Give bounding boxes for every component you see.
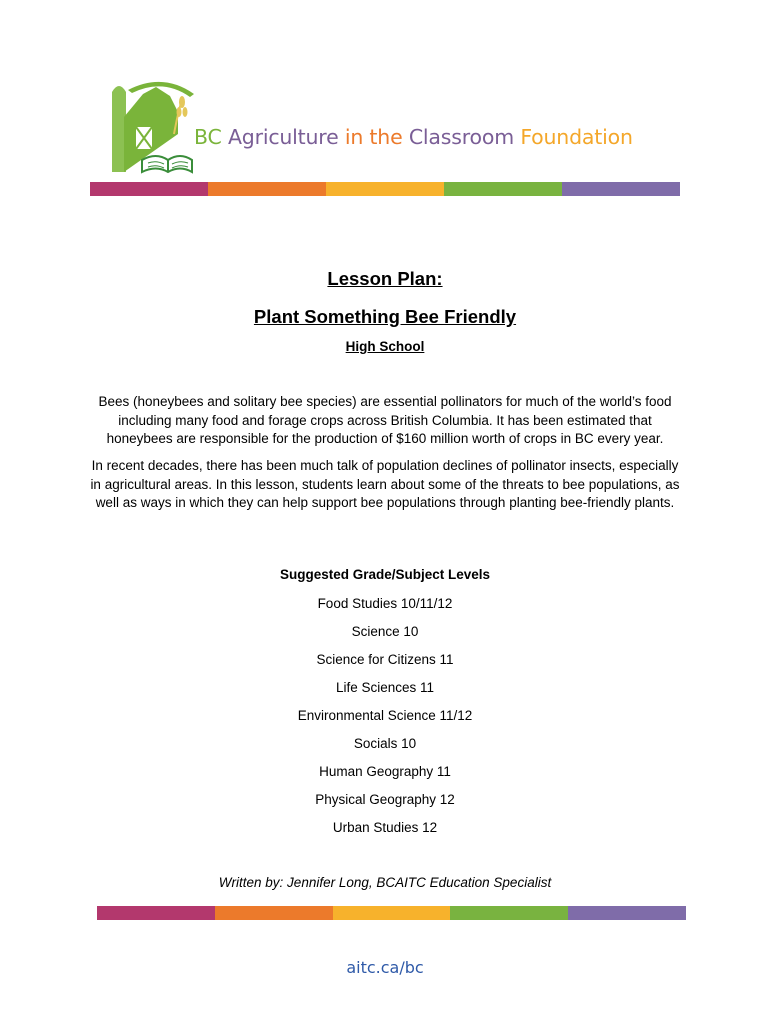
color-bar-segment [326,182,444,196]
foundation-logo [108,72,633,177]
title-line-2: Plant Something Bee Friendly [253,306,517,327]
subject-item: Human Geography 11 [319,764,451,779]
color-bar-segment [562,182,680,196]
logo-prefix: BC [194,125,222,149]
logo-word-classroom: Classroom [408,125,514,149]
subject-item: Science 10 [351,624,419,639]
logo-word-foundation: Foundation [520,125,633,149]
intro-paragraph: Bees (honeybees and solitary bee species) are essential pollinators for much of the world’s food including many food and forage crops across British Columbia. It has been estimated that honeybees are responsible for the production of $160 million worth of crops in BC every year. [98,394,672,447]
grade-level: High School [345,339,425,354]
barn-book-wheat-icon [108,72,198,177]
subject-item: Life Sciences 11 [335,680,435,695]
color-bar-segment [90,182,208,196]
footer-url[interactable]: aitc.ca/bc [346,958,424,977]
color-bar-segment [208,182,326,196]
logo-wordmark [194,125,633,149]
logo-word-in-the: in the [344,125,403,149]
subject-item: Food Studies 10/11/12 [317,596,453,611]
subject-item: Socials 10 [353,736,417,751]
color-bar-segment [444,182,562,196]
subjects-list [0,595,770,847]
subject-item: Environmental Science 11/12 [297,708,473,723]
title-line-1: Lesson Plan: [327,268,443,289]
subject-item: Physical Geography 12 [315,792,455,807]
color-bar-segment [333,906,451,920]
subject-item: Urban Studies 12 [332,820,438,835]
subject-item: Science for Citizens 11 [316,652,454,667]
author-credit: Written by: Jennifer Long, BCAITC Education Specialist [218,875,552,890]
color-bar-segment [450,906,568,920]
subjects-heading: Suggested Grade/Subject Levels [279,567,491,582]
color-bar-segment [568,906,686,920]
lesson-paragraph: In recent decades, there has been much talk of population declines of pollinator insects, especially in agricultural areas. In this lesson, students learn about some of the threats to bee populations, as well as ways in which they can help support bee populations through planting bee-friendly plants. [90,458,680,511]
top-color-bar [90,182,680,196]
logo-word-agriculture: Agriculture [227,125,339,149]
color-bar-segment [215,906,333,920]
color-bar-segment [97,906,215,920]
bottom-color-bar [97,906,686,920]
